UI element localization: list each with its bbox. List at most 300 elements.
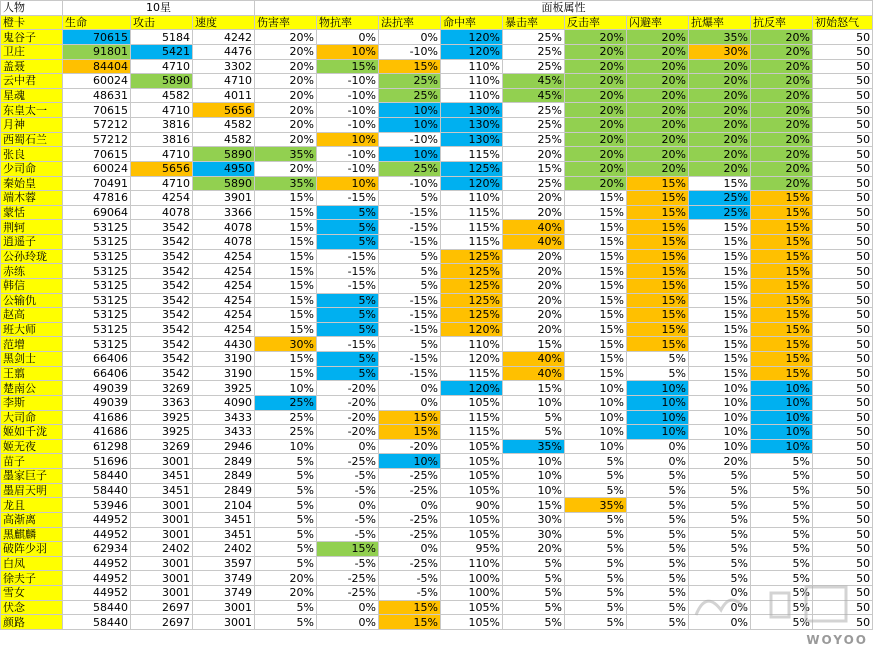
value-cell: 115% xyxy=(441,366,503,381)
value-cell: 15% xyxy=(379,600,441,615)
value-cell: 4078 xyxy=(131,205,193,220)
value-cell: -10% xyxy=(379,176,441,191)
value-cell: 50 xyxy=(813,161,873,176)
col-header: 命中率 xyxy=(441,15,503,30)
hero-name-cell: 破阵少羽 xyxy=(1,542,63,557)
value-cell: 47816 xyxy=(63,191,131,206)
table-row xyxy=(1,249,873,264)
value-cell: 30% xyxy=(255,337,317,352)
value-cell: 30% xyxy=(689,44,751,59)
value-cell: 69064 xyxy=(63,205,131,220)
value-cell: 3925 xyxy=(131,410,193,425)
col-header: 暴击率 xyxy=(503,15,565,30)
value-cell: 50 xyxy=(813,425,873,440)
value-cell: 5% xyxy=(255,454,317,469)
value-cell: 15% xyxy=(751,322,813,337)
value-cell: 5% xyxy=(255,483,317,498)
hero-name-cell: 西蜀石兰 xyxy=(1,132,63,147)
hero-name-cell: 黑麒麟 xyxy=(1,527,63,542)
value-cell: 50 xyxy=(813,88,873,103)
value-cell: 5% xyxy=(627,571,689,586)
value-cell: -25% xyxy=(379,483,441,498)
value-cell: 15% xyxy=(627,337,689,352)
value-cell: 20% xyxy=(565,74,627,89)
value-cell: 25% xyxy=(503,44,565,59)
value-cell: 5% xyxy=(379,191,441,206)
value-cell: 20% xyxy=(255,571,317,586)
value-cell: 50 xyxy=(813,454,873,469)
table-row xyxy=(1,498,873,513)
col-header: 攻击 xyxy=(131,15,193,30)
value-cell: 3542 xyxy=(131,308,193,323)
value-cell: 3001 xyxy=(131,512,193,527)
value-cell: 10% xyxy=(565,439,627,454)
value-cell: 20% xyxy=(689,147,751,162)
value-cell: 25% xyxy=(379,161,441,176)
value-cell: 15% xyxy=(255,264,317,279)
value-cell: 25% xyxy=(255,410,317,425)
value-cell: 5% xyxy=(627,615,689,630)
value-cell: -5% xyxy=(317,556,379,571)
table-row xyxy=(1,132,873,147)
value-cell: 5% xyxy=(689,512,751,527)
value-cell: 15% xyxy=(565,235,627,250)
value-cell: 50 xyxy=(813,59,873,74)
value-cell: 15% xyxy=(565,337,627,352)
value-cell: 53946 xyxy=(63,498,131,513)
value-cell: -20% xyxy=(317,410,379,425)
value-cell: 70615 xyxy=(63,30,131,45)
value-cell: 70491 xyxy=(63,176,131,191)
table-row xyxy=(1,527,873,542)
hero-name-cell: 荆轲 xyxy=(1,220,63,235)
value-cell: 49039 xyxy=(63,395,131,410)
value-cell: 5% xyxy=(627,586,689,601)
value-cell: -10% xyxy=(317,161,379,176)
value-cell: 44952 xyxy=(63,586,131,601)
value-cell: 5% xyxy=(317,322,379,337)
table-row xyxy=(1,439,873,454)
value-cell: 5% xyxy=(689,483,751,498)
value-cell: 20% xyxy=(503,278,565,293)
value-cell: 50 xyxy=(813,556,873,571)
value-cell: 0% xyxy=(379,542,441,557)
value-cell: -5% xyxy=(317,483,379,498)
value-cell: 115% xyxy=(441,220,503,235)
value-cell: 15% xyxy=(503,381,565,396)
value-cell: 15% xyxy=(627,176,689,191)
value-cell: 4090 xyxy=(193,395,255,410)
value-cell: 125% xyxy=(441,278,503,293)
value-cell: 10% xyxy=(255,439,317,454)
value-cell: 50 xyxy=(813,571,873,586)
value-cell: 20% xyxy=(255,132,317,147)
value-cell: 10% xyxy=(565,381,627,396)
value-cell: 15% xyxy=(503,337,565,352)
value-cell: 5% xyxy=(379,264,441,279)
value-cell: 95% xyxy=(441,542,503,557)
value-cell: 3925 xyxy=(193,381,255,396)
value-cell: 50 xyxy=(813,44,873,59)
value-cell: 2697 xyxy=(131,600,193,615)
value-cell: 20% xyxy=(689,118,751,133)
value-cell: 5184 xyxy=(131,30,193,45)
value-cell: 50 xyxy=(813,278,873,293)
hero-name-cell: 赤练 xyxy=(1,264,63,279)
value-cell: 50 xyxy=(813,176,873,191)
value-cell: 5% xyxy=(627,556,689,571)
value-cell: 130% xyxy=(441,132,503,147)
value-cell: -5% xyxy=(317,469,379,484)
table-row xyxy=(1,586,873,601)
value-cell: 110% xyxy=(441,74,503,89)
value-cell: 20% xyxy=(565,147,627,162)
value-cell: 15% xyxy=(255,191,317,206)
hero-name-cell: 鬼谷子 xyxy=(1,30,63,45)
hero-name-cell: 星魂 xyxy=(1,88,63,103)
value-cell: 3001 xyxy=(131,571,193,586)
table-row xyxy=(1,322,873,337)
value-cell: 20% xyxy=(627,74,689,89)
value-cell: 15% xyxy=(565,249,627,264)
value-cell: 105% xyxy=(441,615,503,630)
value-cell: 100% xyxy=(441,586,503,601)
value-cell: 40% xyxy=(503,352,565,367)
value-cell: 15% xyxy=(565,220,627,235)
value-cell: 5% xyxy=(565,571,627,586)
value-cell: 3451 xyxy=(131,469,193,484)
value-cell: 60024 xyxy=(63,161,131,176)
hero-name-cell: 苗子 xyxy=(1,454,63,469)
value-cell: -15% xyxy=(317,278,379,293)
value-cell: 4254 xyxy=(193,278,255,293)
value-cell: 20% xyxy=(627,161,689,176)
value-cell: 15% xyxy=(317,59,379,74)
value-cell: 50 xyxy=(813,381,873,396)
value-cell: -15% xyxy=(379,308,441,323)
table-row xyxy=(1,410,873,425)
value-cell: 10% xyxy=(565,425,627,440)
table-row xyxy=(1,469,873,484)
value-cell: 5% xyxy=(627,366,689,381)
value-cell: 20% xyxy=(751,132,813,147)
value-cell: 10% xyxy=(751,425,813,440)
value-cell: 5% xyxy=(689,556,751,571)
value-cell: 5% xyxy=(627,352,689,367)
value-cell: 5% xyxy=(317,366,379,381)
hero-name-cell: 雪女 xyxy=(1,586,63,601)
value-cell: 20% xyxy=(255,586,317,601)
value-cell: 50 xyxy=(813,74,873,89)
table-row xyxy=(1,308,873,323)
value-cell: 3001 xyxy=(131,527,193,542)
value-cell: 10% xyxy=(503,483,565,498)
value-cell: -5% xyxy=(379,586,441,601)
value-cell: 15% xyxy=(379,410,441,425)
value-cell: 50 xyxy=(813,264,873,279)
value-cell: 50 xyxy=(813,322,873,337)
value-cell: -20% xyxy=(317,425,379,440)
value-cell: 3597 xyxy=(193,556,255,571)
value-cell: 45% xyxy=(503,74,565,89)
value-cell: 3816 xyxy=(131,118,193,133)
value-cell: 3433 xyxy=(193,410,255,425)
hero-name-cell: 姬如千泷 xyxy=(1,425,63,440)
value-cell: 110% xyxy=(441,556,503,571)
value-cell: 5890 xyxy=(131,74,193,89)
value-cell: 48631 xyxy=(63,88,131,103)
value-cell: 10% xyxy=(379,147,441,162)
value-cell: 3451 xyxy=(193,512,255,527)
value-cell: 20% xyxy=(503,249,565,264)
value-cell: 5% xyxy=(503,600,565,615)
table-row xyxy=(1,264,873,279)
value-cell: 20% xyxy=(751,88,813,103)
header-star-level: 10星 xyxy=(63,1,255,16)
value-cell: 2402 xyxy=(131,542,193,557)
value-cell: 3542 xyxy=(131,293,193,308)
value-cell: 5% xyxy=(379,249,441,264)
value-cell: 20% xyxy=(503,264,565,279)
hero-name-cell: 云中君 xyxy=(1,74,63,89)
value-cell: 0% xyxy=(379,30,441,45)
value-cell: 15% xyxy=(255,235,317,250)
value-cell: 53125 xyxy=(63,337,131,352)
value-cell: 49039 xyxy=(63,381,131,396)
value-cell: -15% xyxy=(317,337,379,352)
hero-name-cell: 赵高 xyxy=(1,308,63,323)
value-cell: 15% xyxy=(689,264,751,279)
value-cell: 4430 xyxy=(193,337,255,352)
value-cell: 105% xyxy=(441,527,503,542)
value-cell: -25% xyxy=(317,571,379,586)
value-cell: 3542 xyxy=(131,264,193,279)
hero-name-cell: 伏念 xyxy=(1,600,63,615)
value-cell: -20% xyxy=(317,395,379,410)
value-cell: 15% xyxy=(565,191,627,206)
value-cell: 4242 xyxy=(193,30,255,45)
value-cell: 20% xyxy=(503,191,565,206)
value-cell: -25% xyxy=(379,527,441,542)
header-row-2 xyxy=(1,15,873,30)
value-cell: 15% xyxy=(627,308,689,323)
value-cell: 2104 xyxy=(193,498,255,513)
value-cell: 20% xyxy=(751,30,813,45)
value-cell: 15% xyxy=(565,205,627,220)
value-cell: 3001 xyxy=(131,498,193,513)
value-cell: 50 xyxy=(813,118,873,133)
value-cell: 50 xyxy=(813,439,873,454)
hero-name-cell: 范增 xyxy=(1,337,63,352)
value-cell: 20% xyxy=(255,103,317,118)
table-row xyxy=(1,366,873,381)
value-cell: 5656 xyxy=(193,103,255,118)
value-cell: 20% xyxy=(565,88,627,103)
value-cell: 5% xyxy=(627,527,689,542)
header-panel-attributes: 面板属性 xyxy=(255,1,873,16)
value-cell: 51696 xyxy=(63,454,131,469)
hero-name-cell: 大司命 xyxy=(1,410,63,425)
value-cell: 30% xyxy=(503,527,565,542)
value-cell: 15% xyxy=(565,308,627,323)
value-cell: 5% xyxy=(255,542,317,557)
value-cell: 120% xyxy=(441,381,503,396)
value-cell: 15% xyxy=(751,308,813,323)
value-cell: 10% xyxy=(627,410,689,425)
value-cell: 15% xyxy=(255,293,317,308)
table-row xyxy=(1,293,873,308)
value-cell: 125% xyxy=(441,249,503,264)
value-cell: 3269 xyxy=(131,439,193,454)
value-cell: 10% xyxy=(255,381,317,396)
value-cell: 20% xyxy=(565,103,627,118)
table-row xyxy=(1,556,873,571)
value-cell: 3542 xyxy=(131,220,193,235)
value-cell: 15% xyxy=(751,293,813,308)
value-cell: 3542 xyxy=(131,322,193,337)
value-cell: 5% xyxy=(565,586,627,601)
value-cell: 50 xyxy=(813,512,873,527)
value-cell: 5% xyxy=(751,586,813,601)
value-cell: -15% xyxy=(379,366,441,381)
value-cell: 53125 xyxy=(63,278,131,293)
value-cell: 3749 xyxy=(193,586,255,601)
value-cell: 5421 xyxy=(131,44,193,59)
value-cell: 2849 xyxy=(193,454,255,469)
value-cell: 5% xyxy=(379,278,441,293)
value-cell: -15% xyxy=(379,322,441,337)
value-cell: 5% xyxy=(565,600,627,615)
value-cell: 20% xyxy=(689,59,751,74)
hero-name-cell: 高渐离 xyxy=(1,512,63,527)
table-row xyxy=(1,88,873,103)
value-cell: -10% xyxy=(379,44,441,59)
table-row xyxy=(1,44,873,59)
value-cell: 15% xyxy=(255,322,317,337)
value-cell: 4582 xyxy=(193,132,255,147)
value-cell: 20% xyxy=(503,542,565,557)
value-cell: 15% xyxy=(255,352,317,367)
value-cell: 5% xyxy=(627,542,689,557)
value-cell: 0% xyxy=(317,615,379,630)
value-cell: 20% xyxy=(565,161,627,176)
value-cell: 20% xyxy=(503,322,565,337)
value-cell: 2946 xyxy=(193,439,255,454)
value-cell: 15% xyxy=(689,293,751,308)
hero-name-cell: 白凤 xyxy=(1,556,63,571)
value-cell: 10% xyxy=(503,469,565,484)
value-cell: 25% xyxy=(689,205,751,220)
value-cell: 50 xyxy=(813,600,873,615)
value-cell: 5% xyxy=(751,556,813,571)
value-cell: 105% xyxy=(441,395,503,410)
value-cell: 3001 xyxy=(193,600,255,615)
value-cell: -15% xyxy=(317,264,379,279)
value-cell: 15% xyxy=(565,352,627,367)
value-cell: 3925 xyxy=(131,425,193,440)
value-cell: 20% xyxy=(565,30,627,45)
value-cell: 44952 xyxy=(63,556,131,571)
value-cell: 15% xyxy=(565,366,627,381)
value-cell: 4710 xyxy=(131,147,193,162)
value-cell: 5% xyxy=(255,556,317,571)
value-cell: 15% xyxy=(751,249,813,264)
value-cell: 20% xyxy=(689,132,751,147)
value-cell: 58440 xyxy=(63,483,131,498)
value-cell: 115% xyxy=(441,235,503,250)
value-cell: 20% xyxy=(255,118,317,133)
table-row xyxy=(1,161,873,176)
value-cell: 50 xyxy=(813,132,873,147)
value-cell: 44952 xyxy=(63,527,131,542)
value-cell: 20% xyxy=(751,161,813,176)
value-cell: 5890 xyxy=(193,147,255,162)
value-cell: 0% xyxy=(317,439,379,454)
header-row-1 xyxy=(1,1,873,16)
value-cell: 5% xyxy=(751,527,813,542)
value-cell: 15% xyxy=(627,293,689,308)
value-cell: 45% xyxy=(503,88,565,103)
value-cell: 25% xyxy=(379,74,441,89)
value-cell: 15% xyxy=(627,249,689,264)
value-cell: 15% xyxy=(751,278,813,293)
value-cell: -15% xyxy=(379,352,441,367)
value-cell: 20% xyxy=(627,103,689,118)
hero-name-cell: 秦始皇 xyxy=(1,176,63,191)
table-row xyxy=(1,74,873,89)
value-cell: 10% xyxy=(627,381,689,396)
col-header: 生命 xyxy=(63,15,131,30)
value-cell: 20% xyxy=(565,59,627,74)
watermark-text: WOYOO xyxy=(806,633,868,647)
hero-name-cell: 徐夫子 xyxy=(1,571,63,586)
value-cell: 15% xyxy=(751,337,813,352)
value-cell: 5% xyxy=(751,600,813,615)
value-cell: 35% xyxy=(689,30,751,45)
hero-name-cell: 李斯 xyxy=(1,395,63,410)
value-cell: 61298 xyxy=(63,439,131,454)
value-cell: 20% xyxy=(751,44,813,59)
value-cell: 120% xyxy=(441,322,503,337)
value-cell: -25% xyxy=(317,586,379,601)
value-cell: 4710 xyxy=(131,59,193,74)
value-cell: 4254 xyxy=(193,264,255,279)
value-cell: 70615 xyxy=(63,147,131,162)
value-cell: 58440 xyxy=(63,615,131,630)
value-cell: 5% xyxy=(255,600,317,615)
value-cell: 40% xyxy=(503,220,565,235)
value-cell: 50 xyxy=(813,103,873,118)
value-cell: 5% xyxy=(255,527,317,542)
value-cell: 5% xyxy=(565,615,627,630)
table-row xyxy=(1,191,873,206)
value-cell: 5% xyxy=(317,235,379,250)
value-cell: 15% xyxy=(255,249,317,264)
table-row xyxy=(1,395,873,410)
table-row xyxy=(1,615,873,630)
value-cell: 20% xyxy=(689,88,751,103)
value-cell: 40% xyxy=(503,366,565,381)
value-cell: 50 xyxy=(813,352,873,367)
hero-name-cell: 盖聂 xyxy=(1,59,63,74)
value-cell: 0% xyxy=(317,600,379,615)
table-row xyxy=(1,571,873,586)
col-header: 抗爆率 xyxy=(689,15,751,30)
table-row xyxy=(1,235,873,250)
value-cell: 15% xyxy=(379,425,441,440)
value-cell: 3363 xyxy=(131,395,193,410)
value-cell: 25% xyxy=(503,118,565,133)
